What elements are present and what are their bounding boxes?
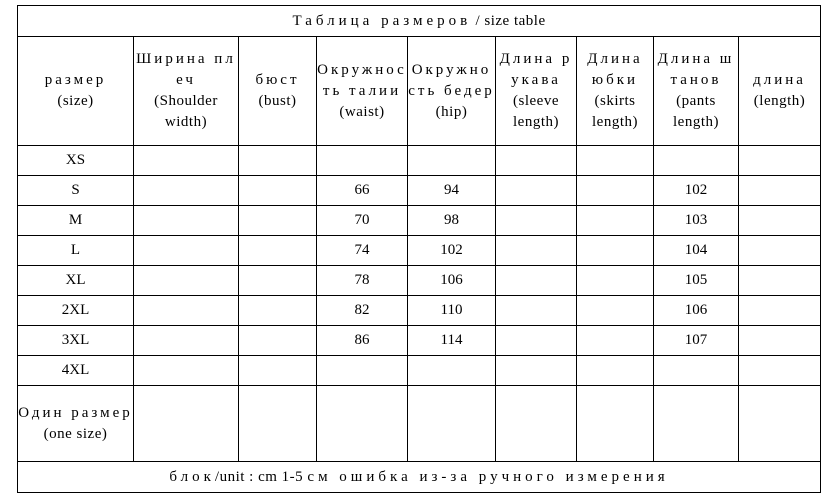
- cell-pants: 105: [654, 266, 739, 296]
- cell-shoulder: [134, 206, 239, 236]
- header-hip-ru: Окружность бедер: [408, 61, 495, 99]
- cell-size: 2XL: [18, 296, 134, 326]
- cell-pants: 102: [654, 176, 739, 206]
- cell-bust: [239, 146, 317, 176]
- cell-sleeve: [496, 386, 577, 462]
- cell-hip: 114: [408, 326, 496, 356]
- header-hip-en: (hip): [435, 103, 468, 120]
- cell-sleeve: [496, 326, 577, 356]
- cell-length: [739, 176, 821, 206]
- cell-length: [739, 206, 821, 236]
- table-title-separator: /: [471, 12, 485, 29]
- footer-unit-ru: блок: [169, 468, 215, 485]
- footer-error-note: см ошибка из-за ручного измерения: [307, 468, 669, 485]
- cell-skirt: [577, 386, 654, 462]
- cell-sleeve: [496, 206, 577, 236]
- cell-size: XL: [18, 266, 134, 296]
- cell-hip: [408, 356, 496, 386]
- cell-sleeve: [496, 236, 577, 266]
- cell-shoulder: [134, 236, 239, 266]
- cell-bust: [239, 386, 317, 462]
- cell-size: 3XL: [18, 326, 134, 356]
- header-bust-ru: бюст: [255, 72, 300, 88]
- header-length-en: (length): [753, 93, 806, 109]
- cell-pants: 103: [654, 206, 739, 236]
- cell-sleeve: [496, 356, 577, 386]
- footer-unit-en: /unit : cm: [214, 468, 278, 485]
- cell-hip: 106: [408, 266, 496, 296]
- header-shoulder: [134, 37, 239, 146]
- cell-waist: [317, 146, 408, 176]
- cell-bust: [239, 356, 317, 386]
- table-row: [18, 236, 821, 266]
- cell-size: 4XL: [18, 356, 134, 386]
- cell-sleeve: [496, 296, 577, 326]
- cell-size: L: [18, 236, 134, 266]
- header-waist: [317, 37, 408, 146]
- cell-waist: [317, 356, 408, 386]
- header-pants-en: (pants length): [673, 93, 719, 130]
- cell-shoulder: [134, 356, 239, 386]
- header-size-en: (size): [57, 93, 94, 109]
- cell-shoulder: [134, 146, 239, 176]
- cell-bust: [239, 176, 317, 206]
- cell-pants: [654, 146, 739, 176]
- one-size-ru: Один размер: [18, 404, 133, 421]
- header-length-ru: длина: [753, 72, 806, 88]
- cell-length: [739, 266, 821, 296]
- header-skirt-en: (skirts length): [592, 93, 638, 130]
- header-shoulder-en: (Shoulder width): [154, 93, 218, 130]
- cell-skirt: [577, 206, 654, 236]
- header-pants: [654, 37, 739, 146]
- cell-bust: [239, 206, 317, 236]
- table-row: [18, 296, 821, 326]
- cell-size: S: [18, 176, 134, 206]
- cell-pants: [654, 386, 739, 462]
- cell-waist: 74: [317, 236, 408, 266]
- cell-skirt: [577, 356, 654, 386]
- cell-waist: 86: [317, 326, 408, 356]
- header-sleeve-ru: Длина рукава: [499, 51, 573, 88]
- header-sleeve-en: (sleeve length): [513, 93, 559, 130]
- header-hip: [408, 37, 496, 146]
- header-length: [739, 37, 821, 146]
- header-pants-ru: Длина штанов: [657, 51, 735, 88]
- cell-skirt: [577, 146, 654, 176]
- cell-shoulder: [134, 266, 239, 296]
- cell-skirt: [577, 326, 654, 356]
- header-size: [18, 37, 134, 146]
- cell-hip: 94: [408, 176, 496, 206]
- table-row: [18, 176, 821, 206]
- cell-waist: 78: [317, 266, 408, 296]
- table-title: [18, 6, 821, 37]
- cell-hip: [408, 386, 496, 462]
- cell-length: [739, 236, 821, 266]
- cell-shoulder: [134, 296, 239, 326]
- cell-waist: 66: [317, 176, 408, 206]
- footer-error-range: 1-5: [277, 468, 308, 485]
- one-size-en: (one size): [43, 425, 108, 442]
- cell-length: [739, 356, 821, 386]
- cell-bust: [239, 296, 317, 326]
- cell-length: [739, 386, 821, 462]
- table-footer: [18, 462, 821, 493]
- cell-hip: 110: [408, 296, 496, 326]
- cell-shoulder: [134, 176, 239, 206]
- cell-size: XS: [18, 146, 134, 176]
- size-table-container: [17, 5, 820, 493]
- table-row: [18, 206, 821, 236]
- table-row: [18, 326, 821, 356]
- header-sleeve: [496, 37, 577, 146]
- table-title-ru: Таблица размеров: [292, 12, 472, 29]
- header-bust: [239, 37, 317, 146]
- header-size-ru: размер: [44, 72, 107, 88]
- cell-pants: 106: [654, 296, 739, 326]
- cell-bust: [239, 266, 317, 296]
- header-shoulder-ru: Ширина плеч: [136, 51, 236, 88]
- cell-waist: 82: [317, 296, 408, 326]
- header-waist-en: (waist): [339, 103, 385, 120]
- footer-row: [18, 462, 821, 493]
- table-row: [18, 356, 821, 386]
- cell-waist: [317, 386, 408, 462]
- table-row: [18, 146, 821, 176]
- cell-pants: 107: [654, 326, 739, 356]
- size-table: [17, 5, 821, 493]
- cell-sleeve: [496, 146, 577, 176]
- cell-sleeve: [496, 176, 577, 206]
- cell-hip: 102: [408, 236, 496, 266]
- cell-bust: [239, 326, 317, 356]
- cell-pants: 104: [654, 236, 739, 266]
- table-title-en: size table: [484, 12, 546, 29]
- cell-pants: [654, 356, 739, 386]
- header-row: [18, 37, 821, 146]
- cell-size: M: [18, 206, 134, 236]
- cell-skirt: [577, 266, 654, 296]
- header-skirt-ru: Длина юбки: [587, 51, 643, 88]
- one-size-row: [18, 386, 821, 462]
- cell-bust: [239, 236, 317, 266]
- cell-sleeve: [496, 266, 577, 296]
- cell-length: [739, 326, 821, 356]
- cell-hip: [408, 146, 496, 176]
- cell-skirt: [577, 296, 654, 326]
- one-size-label: [18, 386, 134, 462]
- cell-shoulder: [134, 326, 239, 356]
- cell-waist: 70: [317, 206, 408, 236]
- cell-skirt: [577, 236, 654, 266]
- cell-length: [739, 296, 821, 326]
- cell-shoulder: [134, 386, 239, 462]
- header-skirt: [577, 37, 654, 146]
- header-bust-en: (bust): [258, 93, 297, 109]
- title-row: [18, 6, 821, 37]
- cell-hip: 98: [408, 206, 496, 236]
- cell-length: [739, 146, 821, 176]
- header-waist-ru: Окружность талии: [317, 61, 407, 99]
- table-row: [18, 266, 821, 296]
- cell-skirt: [577, 176, 654, 206]
